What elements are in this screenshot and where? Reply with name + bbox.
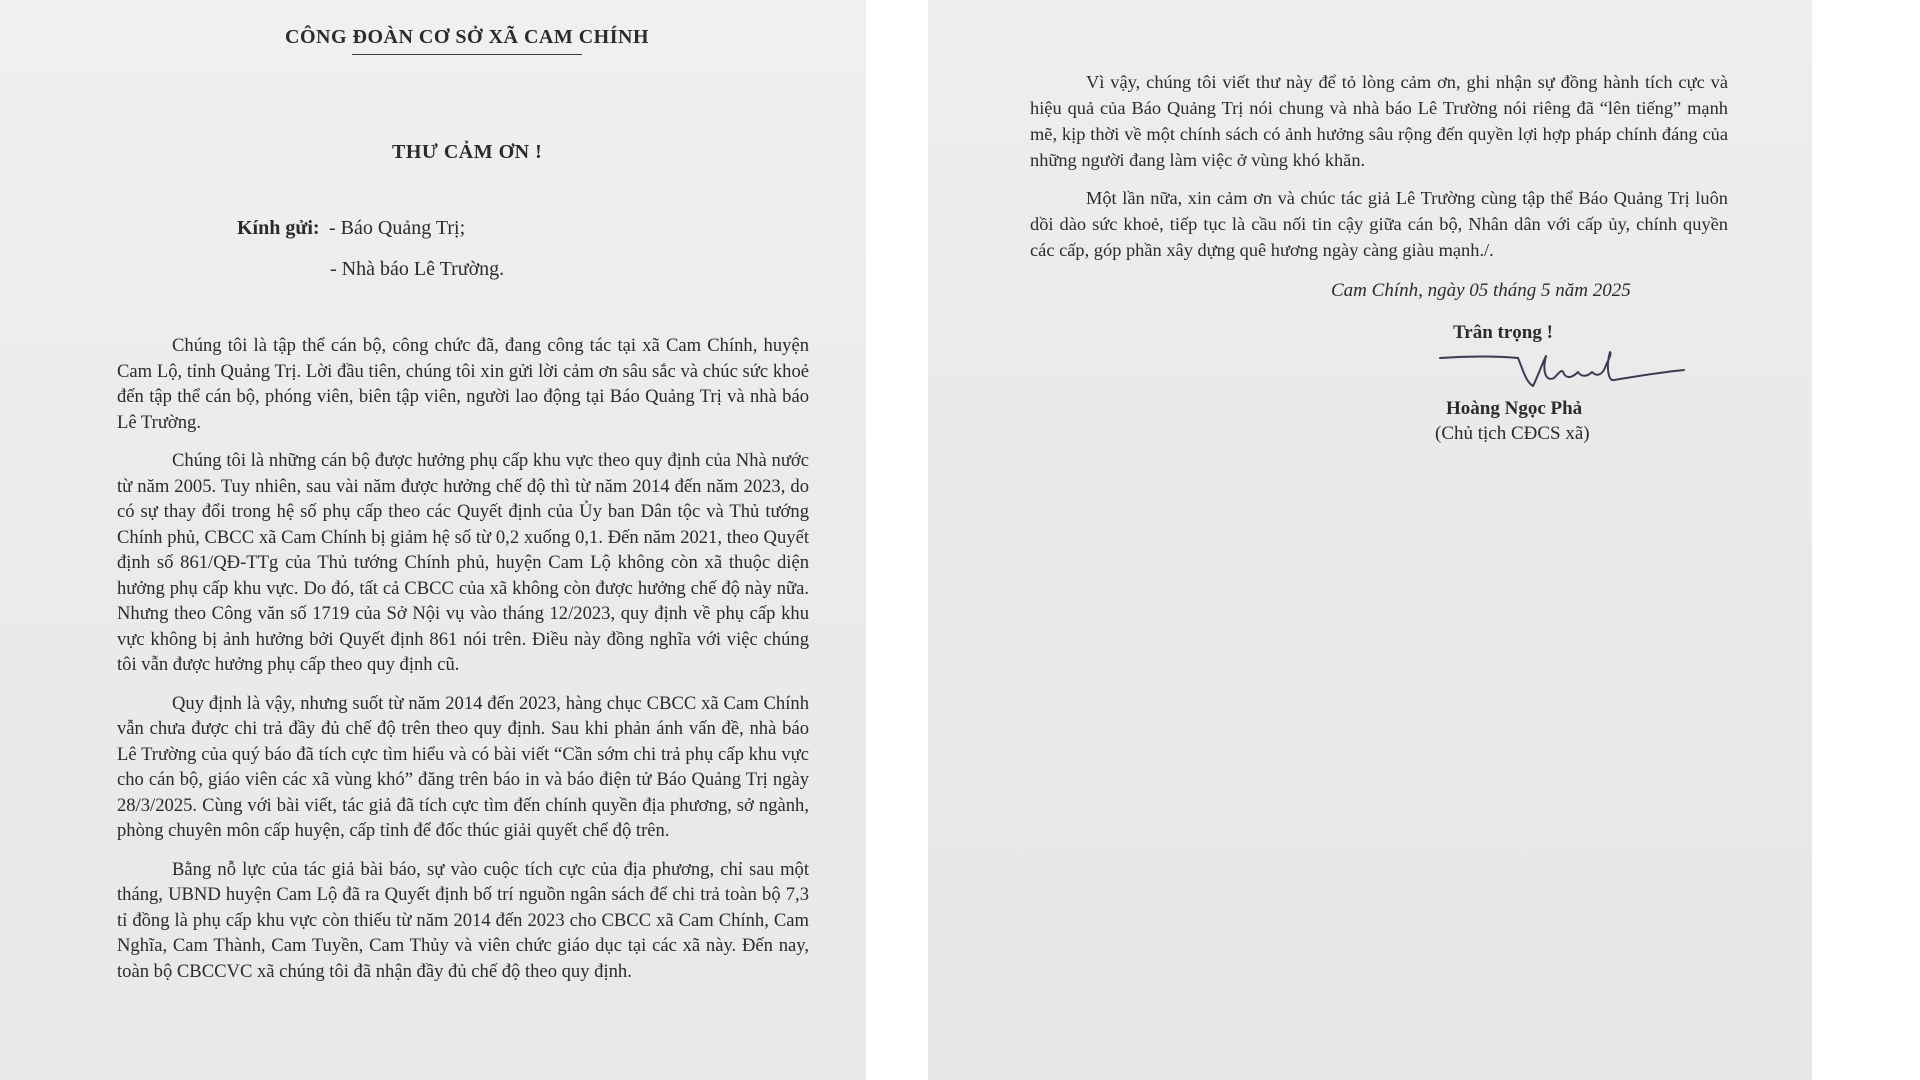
signer-name: Hoàng Ngọc Phả <box>1446 398 1583 419</box>
recipient-label: Kính gửi: <box>237 217 320 239</box>
paragraph: Quy định là vậy, nhưng suốt từ năm 2014 đến 2023, hàng chục CBCC xã Cam Chính vẫn chưa được chi trả đầy đủ chế độ trên theo quy định. Sau khi phản ánh vấn đề, nhà báo Lê Trường của quý báo đã tích cực tìm hiểu và có bài viết “Cần sớm chi trả phụ cấp khu vực cho cán bộ, giáo viên các xã vùng khó” đăng trên báo in và báo điện tử Báo Quảng Trị ngày 28/3/2025. Cùng với bài viết, tác giả đã tích cực tìm đến chính quyền địa phương, sở ngành, phòng chuyên môn cấp huyện, cấp tỉnh để đốc thúc giải quyết chế độ trên. <box>117 692 809 841</box>
date-line: Cam Chính, ngày 05 tháng 5 năm 2025 <box>1331 280 1631 301</box>
paragraph: Vì vậy, chúng tôi viết thư này để tỏ lòng cảm ơn, ghi nhận sự đồng hành tích cực và hiệu quả của Báo Quảng Trị nói chung và nhà báo Lê Trường nói riêng đã “lên tiếng” mạnh mẽ, kịp thời về một chính sách có ảnh hưởng sâu rộng đến quyền lợi hợp pháp chính đáng của những người đang làm việc ở vùng khó khăn. <box>1030 72 1728 170</box>
recipient-2: - Nhà báo Lê Trường. <box>330 258 505 280</box>
letter-body-right <box>1030 69 1728 275</box>
paragraph: Chúng tôi là tập thể cán bộ, công chức đã, đang công tác tại xã Cam Chính, huyện Cam Lộ, tỉnh Quảng Trị. Lời đầu tiên, chúng tôi xin gửi lời cảm ơn sâu sắc và chúc sức khoẻ đến tập thể cán bộ, phóng viên, biên tập viên, người lao động tại Báo Quảng Trị và nhà báo Lê Trường. <box>117 335 809 433</box>
paragraph: Bằng nỗ lực của tác giả bài báo, sự vào cuộc tích cực của địa phương, chỉ sau một tháng, UBND huyện Cam Lộ đã ra Quyết định bố trí nguồn ngân sách để chi trả toàn bộ 7,3 tỉ đồng là phụ cấp khu vực còn thiếu từ năm 2014 đến 2023 cho CBCC xã Cam Chính, Cam Nghĩa, Cam Thành, Cam Tuyền, Cam Thủy và viên chức giáo dục tại các xã này. Đến nay, toàn bộ CBCCVC xã chúng tôi đã nhận đầy đủ chế độ theo quy định. <box>117 858 809 982</box>
letter-title: THƯ CẢM ƠN ! <box>392 141 543 163</box>
letter-page-left <box>0 0 866 1080</box>
closing-greeting: Trân trọng ! <box>1453 322 1553 343</box>
signer-title: (Chủ tịch CĐCS xã) <box>1435 423 1590 444</box>
organization-underline <box>352 54 582 55</box>
paragraph: Một lần nữa, xin cảm ơn và chúc tác giả Lê Trường cùng tập thể Báo Quảng Trị luôn dồi dào sức khoẻ, tiếp tục là cầu nối tin cậy giữa cán bộ, Nhân dân với cấp ủy, chính quyền các cấp, góp phần xây dựng quê hương ngày càng giàu mạnh./. <box>1030 188 1728 260</box>
handwritten-signature <box>1438 346 1688 402</box>
paragraph: Chúng tôi là những cán bộ được hưởng phụ cấp khu vực theo quy định của Nhà nước từ năm 2005. Tuy nhiên, sau vài năm được hưởng chế độ thì từ năm 2014 đến năm 2023, do có sự thay đổi trong hệ số phụ cấp theo các Quyết định của Ủy ban Dân tộc và Thủ tướng Chính phủ, CBCC xã Cam Chính bị giảm hệ số từ 0,2 xuống 0,1. Đến năm 2021, theo Quyết định số 861/QĐ-TTg của Thủ tướng Chính phủ, huyện Cam Lộ không còn xã thuộc diện hưởng phụ cấp khu vực. Do đó, tất cả CBCC của xã không còn được hưởng chế độ này nữa. Nhưng theo Công văn số 1719 của Sở Nội vụ vào tháng 12/2023, quy định về phụ cấp khu vực không bị ảnh hưởng bởi Quyết định 861 nói trên. Điều này đồng nghĩa với việc chúng tôi vẫn được hưởng phụ cấp theo quy định cũ. <box>117 450 809 675</box>
organization-name: CÔNG ĐOÀN CƠ SỞ XÃ CAM CHÍNH <box>285 26 649 48</box>
recipient-1: - Báo Quảng Trị; <box>329 217 466 239</box>
letter-body-left <box>117 333 809 997</box>
